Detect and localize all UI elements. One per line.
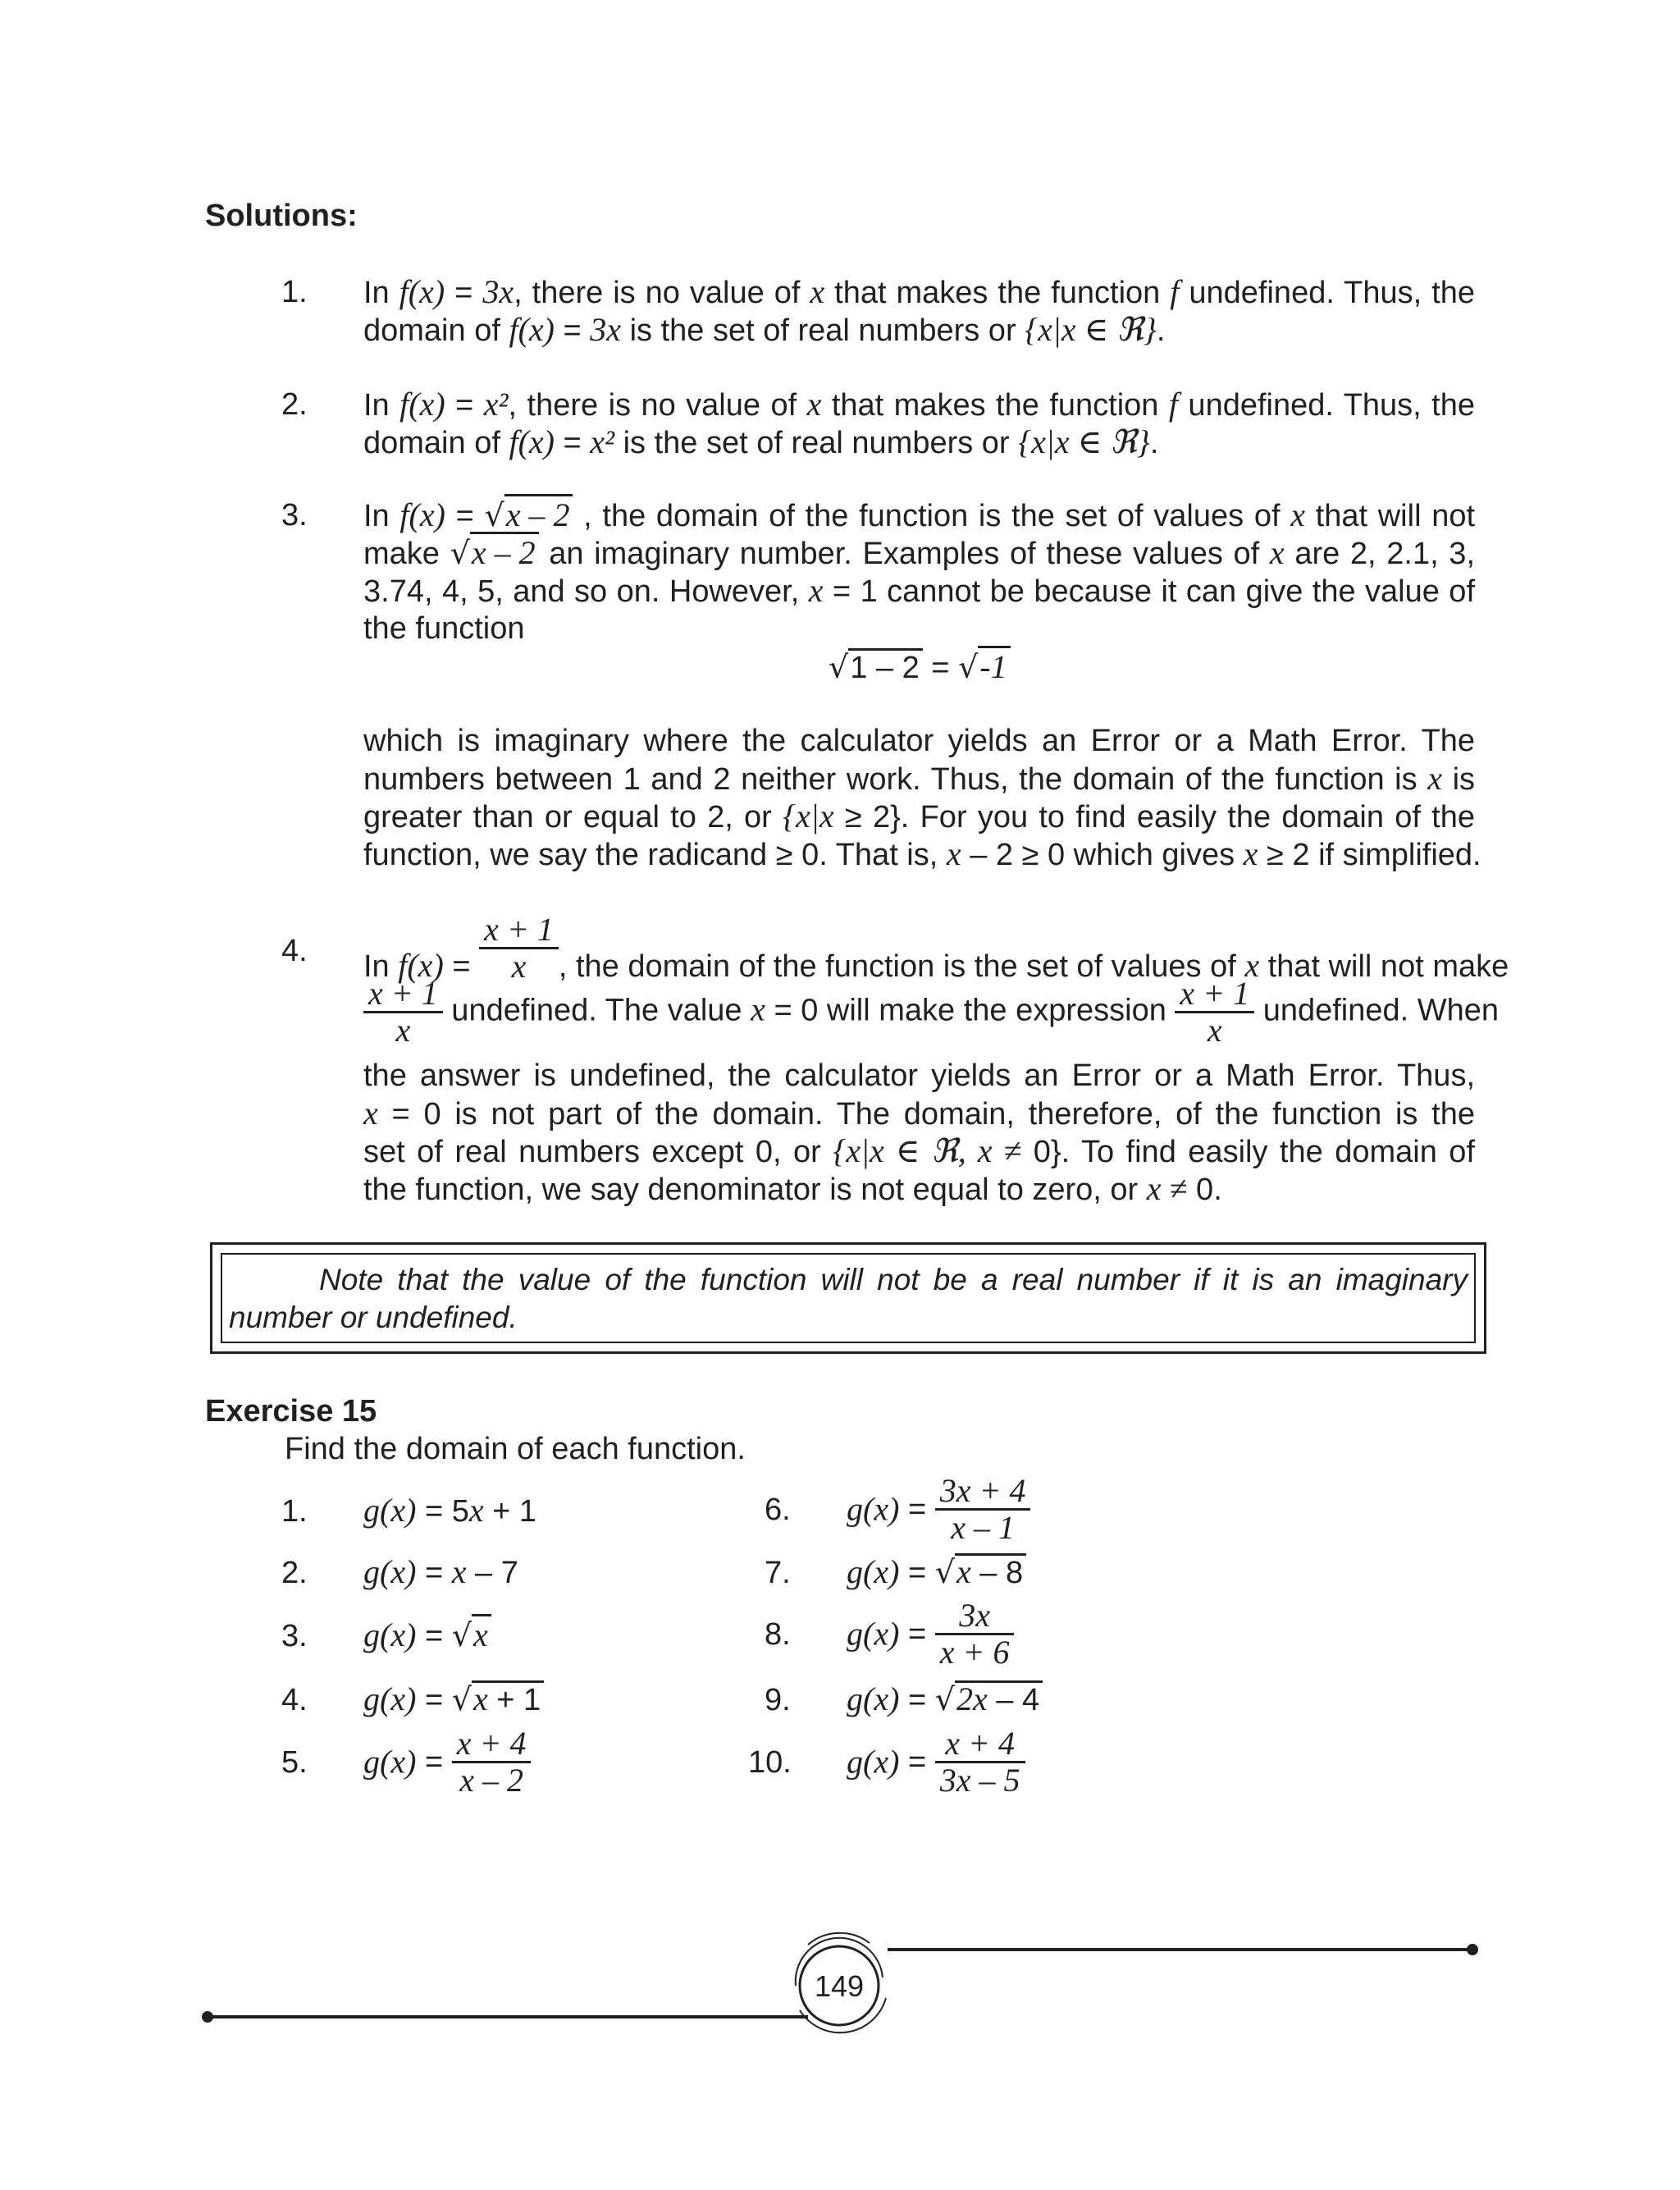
solution-3-number: 3. <box>281 498 308 533</box>
solution-1-number: 1. <box>281 275 308 309</box>
solution-4-line-6: the function, we say denominator is not equal to zero, or x ≠ 0. <box>363 1170 1222 1207</box>
exercise-item-number: 3. <box>281 1619 308 1653</box>
solution-1-line-1: In f(x) = 3x, there is no value of x that makes the function f undefined. Thus, the <box>363 273 1476 310</box>
note-text <box>229 1261 1468 1337</box>
exercise-item-4: 4. g(x) = √x + 1 <box>281 1680 544 1719</box>
sqrt-x-minus-2: √x – 2 <box>484 496 573 535</box>
solution-3-equation: √1 – 2 = √-1 <box>829 648 1011 687</box>
note-line-2: number or undefined. <box>229 1301 518 1334</box>
solution-3-line-4: the function <box>363 611 525 646</box>
exercise-item-number: 8. <box>765 1616 791 1652</box>
exercise-item-number: 7. <box>765 1556 791 1590</box>
exercise-item-6: 6. g(x) = $\frac{3x + 4}{x - 1}$ <box>765 1474 1030 1545</box>
fraction-x-plus-1-over-x: $\frac{x + 1}{x}$ <box>479 912 559 984</box>
solution-4-line-3: the answer is undefined, the calculator yields an Error or a Math Error. Thus, <box>363 1058 1475 1093</box>
solution-4-line-1: In f(x) = $\frac{x + 1}{x}$ , the domain of the function is the set of values of x that will not make <box>363 911 1509 985</box>
sqrt-x-minus-2-inline: √x – 2 <box>450 534 539 573</box>
solution-3-para-2-line-3: greater than or equal to 2, or {x|x ≥ 2}. For you to find easily the domain of the <box>363 798 1475 834</box>
solution-3-para-2-line-1: which is imaginary where the calculator yields an Error or a Math Error. The <box>363 724 1475 758</box>
exercise-item-number: 4. <box>281 1683 308 1717</box>
exercise-item-5: 5. g(x) = $\frac{x + 4}{x - 2}$ <box>281 1726 531 1798</box>
exercise-item-10: 10. g(x) = $\frac{x + 4}{3x - 5}$ <box>748 1726 1025 1798</box>
solution-2-line-1: In f(x) = x², there is no value of x that makes the function f undefined. Thus, the <box>363 386 1476 423</box>
solution-3-para-2-line-2: numbers between 1 and 2 neither work. Thus, the domain of the function is x is <box>363 760 1476 797</box>
exercise-item-number: 5. <box>281 1744 308 1780</box>
solution-4-number: 4. <box>281 934 308 968</box>
fraction-x-plus-1-over-x-2: $\frac{x + 1}{x}$ <box>363 976 443 1048</box>
exercise-item-2: 2. g(x) = x – 7 <box>281 1553 518 1590</box>
solution-1-line-2: domain of f(x) = 3x is the set of real numbers or {x|x ∈ ℜ}. <box>363 311 1166 348</box>
fraction-x-plus-1-over-x-3: $\frac{x + 1}{x}$ <box>1175 976 1254 1048</box>
exercise-item-1: 1. g(x) = 5x + 1 <box>281 1492 537 1529</box>
exercise-item-number: 6. <box>765 1492 791 1527</box>
exercise-item-8: 8. g(x) = $\frac{3x}{x + 6}$ <box>765 1598 1014 1670</box>
exercise-item-9: 9. g(x) = √2x – 4 <box>765 1680 1043 1719</box>
solution-3-line-1: In f(x) = √x – 2 , the domain of the function is the set of values of x that will not <box>363 496 1475 535</box>
solution-3-line-2: make √x – 2 an imaginary number. Examples of these values of x are 2, 2.1, 3, <box>363 534 1475 573</box>
exercise-item-number: 1. <box>281 1494 308 1529</box>
solution-3-para-2-line-4: function, we say the radicand ≥ 0. That is, x – 2 ≥ 0 which gives x ≥ 2 if simplified. <box>363 835 1481 872</box>
exercise-item-number: 10. <box>748 1744 792 1780</box>
exercise-instruction: Find the domain of each function. <box>285 1432 746 1466</box>
solution-2-line-2: domain of f(x) = x² is the set of real numbers or {x|x ∈ ℜ}. <box>363 423 1159 460</box>
note-line-1: Note that the value of the function will not be a real number if it is an imaginary <box>319 1263 1468 1296</box>
solutions-heading: Solutions: <box>205 199 358 233</box>
solution-3-line-3: 3.74, 4, 5, and so on. However, x = 1 cannot be because it can give the value of <box>363 572 1475 609</box>
solution-4-line-5: set of real numbers except 0, or {x|x ∈ ℜ, x ≠ 0}. To find easily the domain of <box>363 1132 1475 1169</box>
exercise-item-number: 9. <box>765 1683 791 1717</box>
solution-2-number: 2. <box>281 387 308 422</box>
solution-4-line-2: $\frac{x + 1}{x}$ undefined. The value x = 0 will make the expression $\frac{x + 1}{x}$ undefined. When <box>363 976 1499 1048</box>
exercise-item-7: 7. g(x) = √x – 8 <box>765 1553 1026 1592</box>
page-number: 149 <box>814 1969 865 2003</box>
note-box <box>210 1242 1486 1354</box>
exercise-item-number: 2. <box>281 1556 308 1590</box>
exercise-item-3: 3. g(x) = √x <box>281 1616 491 1655</box>
solution-4-line-4: x = 0 is not part of the domain. The domain, therefore, of the function is the <box>363 1095 1475 1132</box>
exercise-title: Exercise 15 <box>205 1394 377 1429</box>
